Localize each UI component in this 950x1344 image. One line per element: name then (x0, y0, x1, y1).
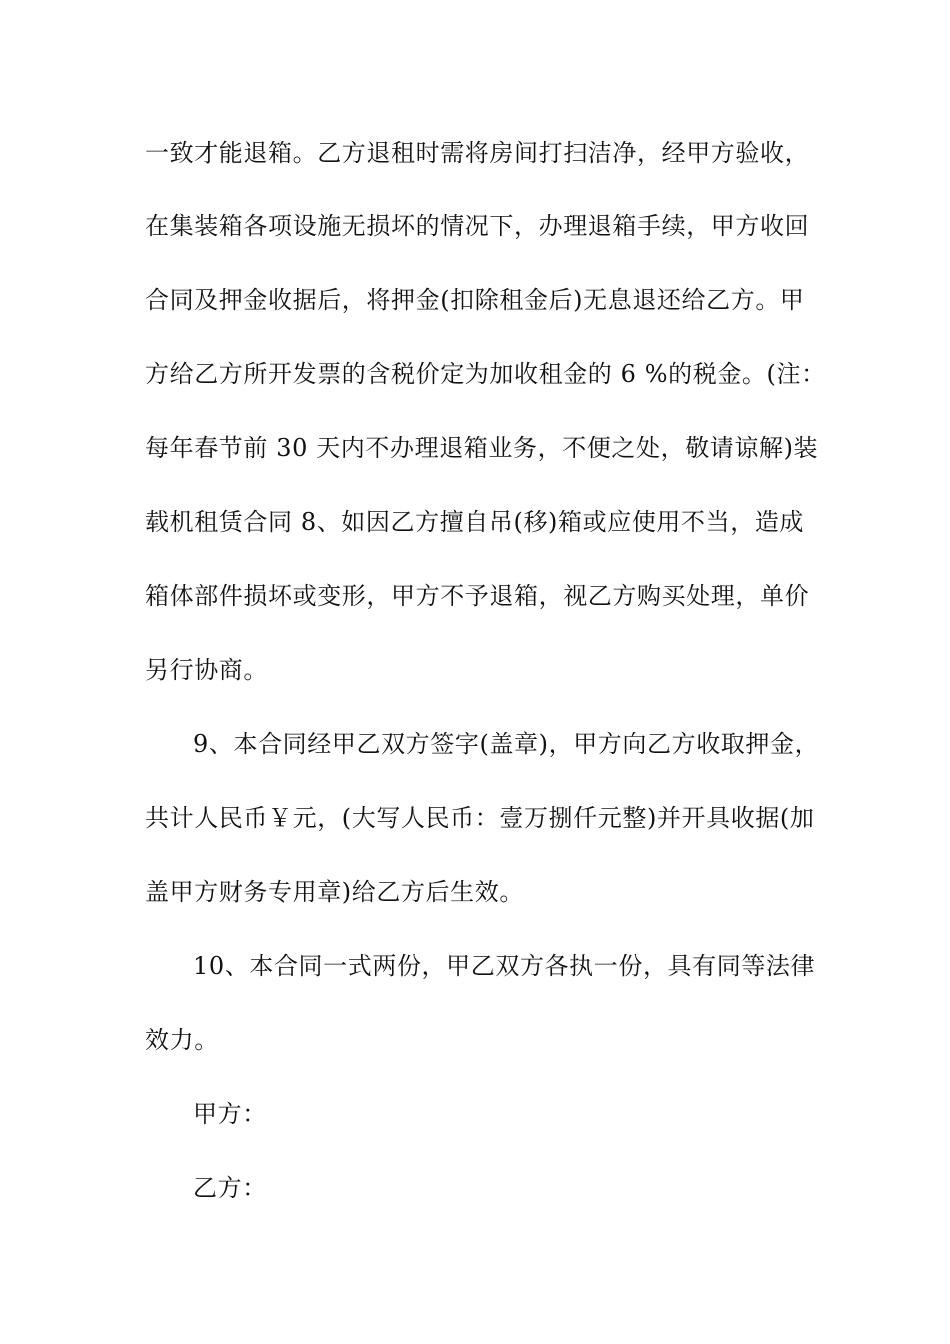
clause-10-text-line-1: 10、本合同一式两份，甲乙双方各执一份，具有同等法律 (193, 952, 816, 980)
clause-7-text-line-4: 方给乙方所开发票的含税价定为加收租金的 6 %的税金。(注： (145, 360, 826, 388)
clause-8-text-line-3: 另行协商。 (145, 656, 268, 684)
clause-7-text-line-3: 合同及押金收据后，将押金(扣除租金后)无息退还给乙方。甲 (145, 286, 805, 314)
clause-9-text-line-1: 9、本合同经甲乙双方签字(盖章)，甲方向乙方收取押金， (193, 730, 820, 758)
clause-7-text-line-5: 每年春节前 30 天内不办理退箱业务，不便之处，敬请谅解)装 (145, 434, 819, 462)
party-b-signature-label: 乙方： (193, 1174, 267, 1202)
party-a-signature-label: 甲方： (193, 1100, 267, 1128)
clause-9-text-line-2: 共计人民币￥元，(大写人民币：壹万捌仟元整)并开具收据(加 (145, 804, 815, 832)
clause-8-text-line-2: 箱体部件损坏或变形，甲方不予退箱，视乙方购买处理，单价 (145, 582, 810, 610)
clause-10-text-line-2: 效力。 (145, 1026, 219, 1054)
clause-9-text-line-3: 盖甲方财务专用章)给乙方后生效。 (145, 878, 524, 906)
clause-7-text-line-1: 一致才能退箱。乙方退租时需将房间打扫洁净，经甲方验收， (145, 139, 810, 167)
clause-7-text-line-2: 在集装箱各项设施无损坏的情况下，办理退箱手续，甲方收回 (145, 212, 810, 240)
clause-8-text-line-1: 载机租赁合同 8、如因乙方擅自吊(移)箱或应使用不当，造成 (145, 508, 805, 536)
